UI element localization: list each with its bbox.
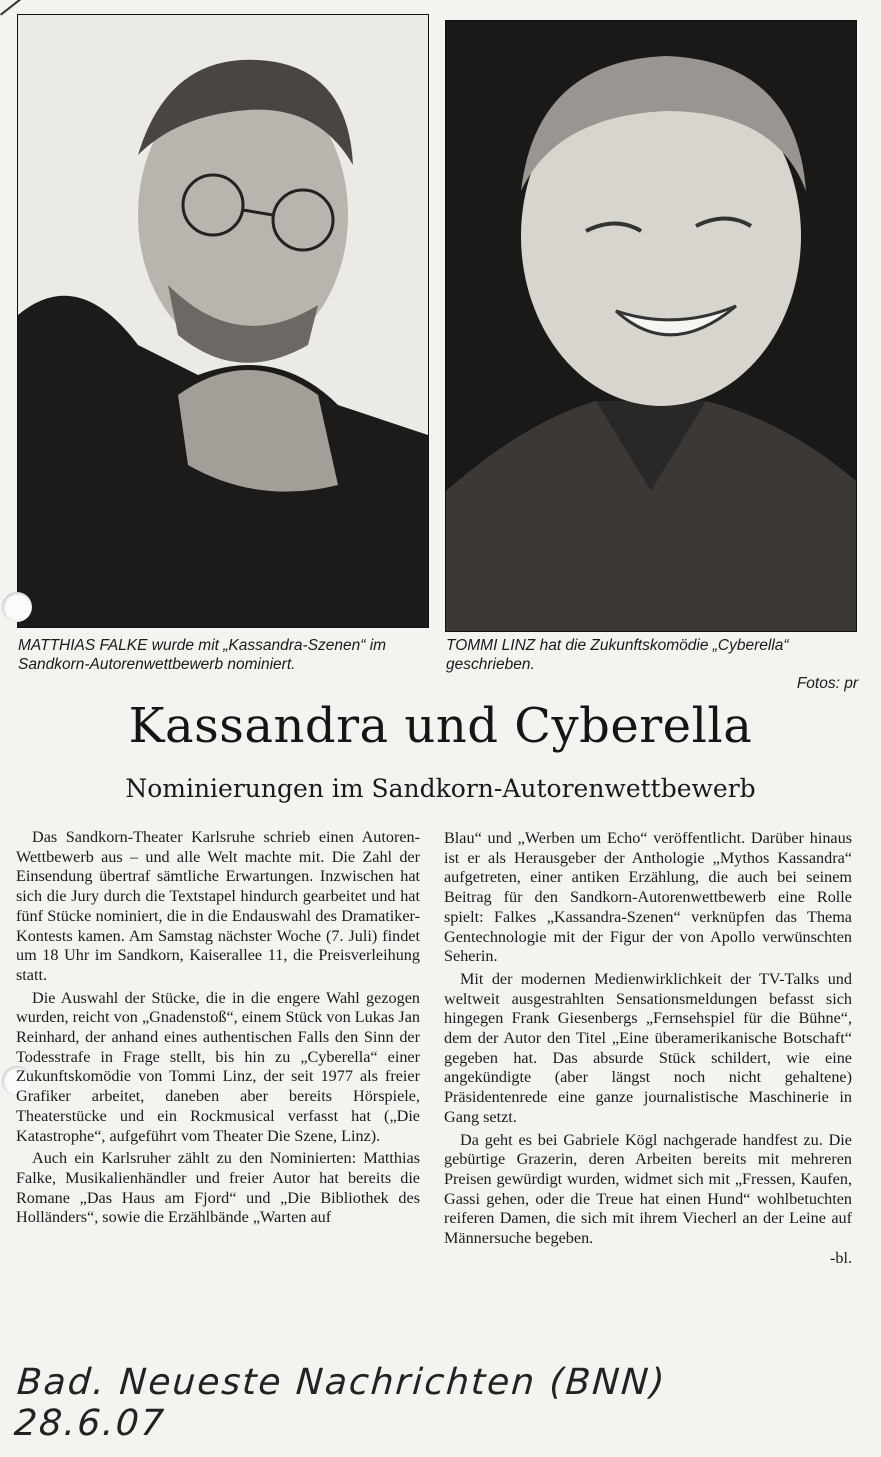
portrait-illustration-right	[446, 21, 856, 631]
portrait-illustration-left	[18, 15, 428, 627]
article-paragraph: Die Auswahl der Stücke, die in die engere Wahl gezogen wurden, reicht von „Gnadenstoß“, einem Stück von Lukas Jan Reinhard, der anhand eines authentischen Falls den Sinn der Todesstrafe in Frage stellt, bis hin zu „Cyberella“ einer Zukunftskomödie von Tommi Linz, der seit 1977 als freier Grafiker arbeitet, daneben aber bereits Hörspiele, Theaterstücke und ein Rockmusical verfasst hat („Die Katastrophe“, aufgeführt vom Theater Die Szene, Linz).	[16, 988, 420, 1145]
article-headline: Kassandra und Cyberella	[128, 698, 753, 754]
article-column-left	[16, 828, 420, 1228]
article-paragraph: Blau“ und „Werben um Echo“ veröffentlicht. Darüber hinaus ist er als Herausgeber der Anthologie „Mythos Kassandra“ aufgetreten, einer antiken Erzählung, die auch bei seinem Beitrag für den Sandkorn-Autorenwettbewerb eine Rolle spielt: Falkes „Kassandra-Szenen“ verknüpfen das Thema Gentechnologie mit der Figur der von Apollo verwünschten Seherin.	[444, 829, 852, 966]
article-paragraph: Auch ein Karlsruher zählt zu den Nominierten: Matthias Falke, Musikalienhändler und freier Autor hat bereits die Romane „Das Haus am Fjord“ und „Die Bibliothek des Holländers“, sowie die Erzählbände „Warten auf	[16, 1149, 420, 1227]
photo-matthias-falke	[17, 14, 429, 628]
article-paragraph: Mit der modernen Medienwirklichkeit der TV-Talks und weltweit ausgestrahlten Sensationsmeldungen befasst sich hingegen Frank Giesenbergs „Fernsehspiel für die Bühne“, dem der Autor den Titel „Eine überamerikanische Botschaft“ gegeben hat. Das absurde Stück schildert, wie eine angekündigte (aber längst noch nicht gehaltene) Präsidentenrede eine ganze journalistische Maschinerie in Gang setzt.	[444, 969, 852, 1126]
author-signoff: -bl.	[829, 1248, 852, 1267]
photo-tommi-linz	[445, 20, 857, 632]
handwritten-source-note: Bad. Neueste Nachrichten (BNN) 28.6.07	[12, 1362, 668, 1444]
punch-hole-top	[2, 592, 32, 622]
article-subheadline: Nominierungen im Sandkorn-Autorenwettbewerb	[125, 774, 756, 803]
photo-credit: Fotos: pr	[796, 675, 858, 692]
photo-caption-right	[446, 636, 858, 693]
article-paragraph: Da geht es bei Gabriele Kögl nachgerade handfest zu. Die gebürtige Grazerin, deren Arbeiten bereits mit mehreren Preisen gewürdigt wurden, widmet sich mit „Fressen, Kaufen, Gassi gehen, oder die Treue hat einen Hund“ wohlbetuchten reiferen Damen, die sich mit ihrem Viecherl an der Leine auf Männersuche begeben.	[444, 1130, 852, 1248]
photo-caption-left: MATTHIAS FALKE wurde mit „Kassandra-Szenen“ im Sandkorn-Autorenwettbewerb nominiert.	[18, 637, 387, 673]
article-column-right	[444, 829, 852, 1268]
article-paragraph: Das Sandkorn-Theater Karlsruhe schrieb einen Autoren-Wettbewerb aus – und alle Welt machte mit. Die Zahl der Einsendung übertraf sämtliche Erwartungen. Inzwischen hat sich die Jury durch die Textstapel hindurch gearbeitet und hat fünf Stücke nominiert, die in die Endauswahl des Dramatiker-Kontests kamen. Am Samstag nächster Woche (7. Juli) findet um 18 Uhr im Sandkorn, Kaiserallee 11, die Preisverleihung statt.	[16, 828, 420, 984]
photo-caption-right-text: TOMMI LINZ hat die Zukunftskomödie „Cyberella“ geschrieben.	[446, 637, 789, 673]
